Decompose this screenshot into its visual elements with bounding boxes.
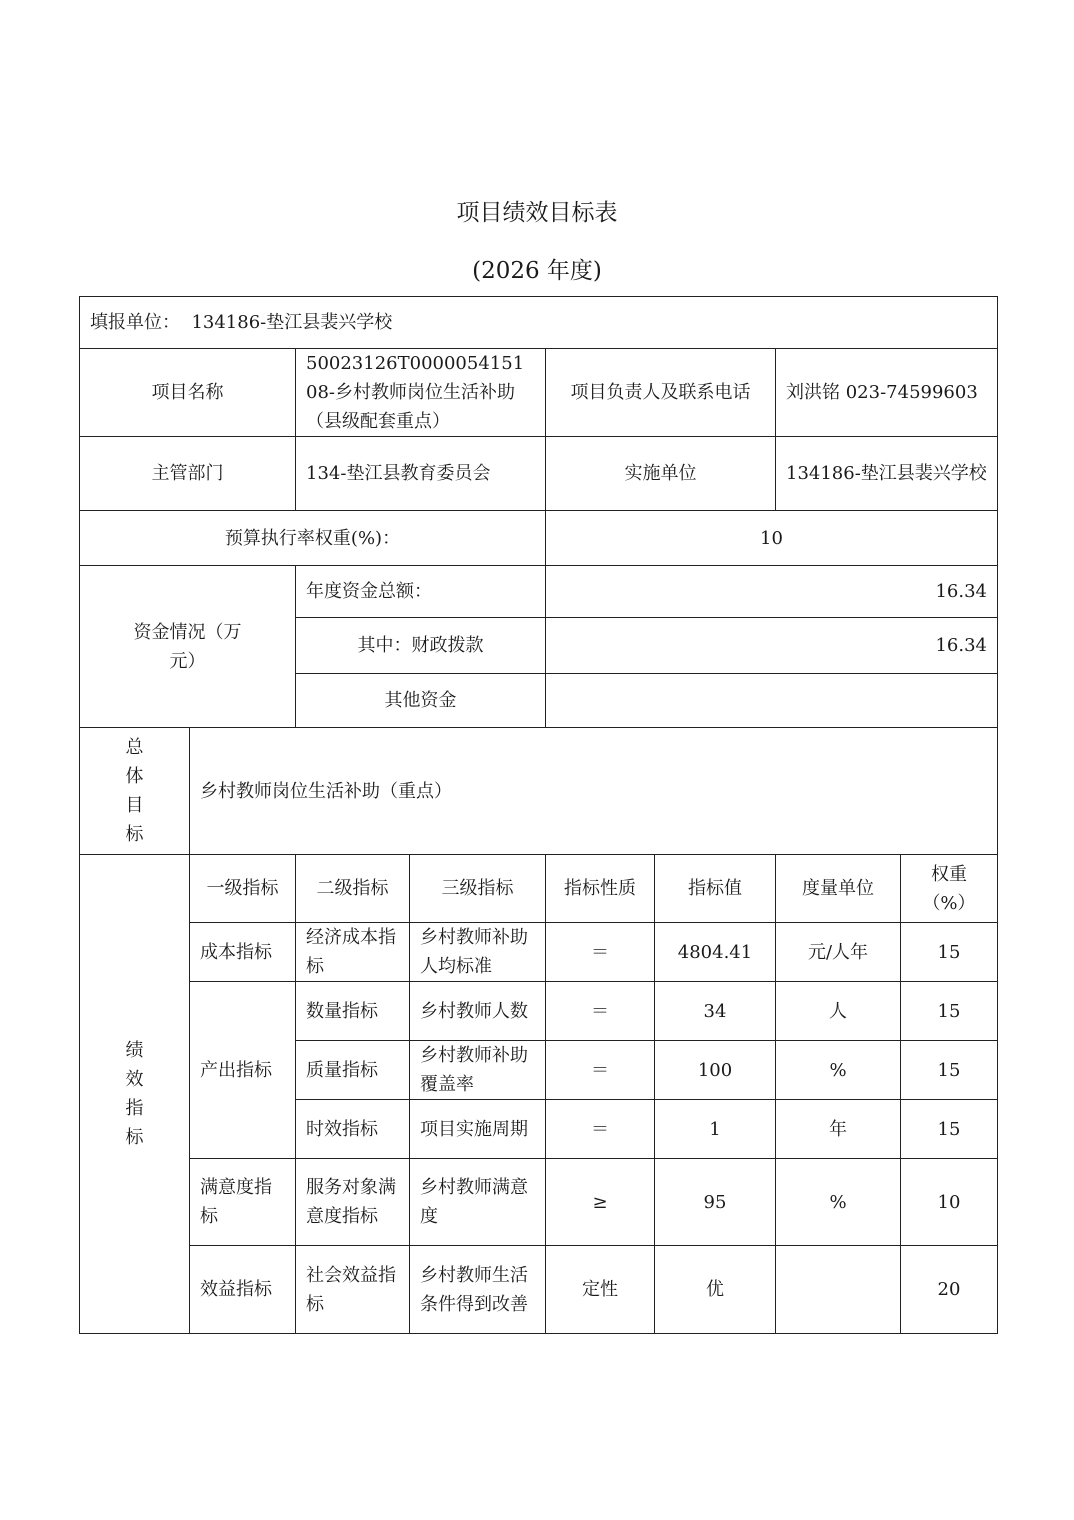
perf-indicator-label-text: 绩效指标 <box>125 1040 144 1148</box>
level2-cell: 服务对象满意度指标 <box>296 1159 410 1246</box>
value-cell: 95 <box>655 1159 776 1246</box>
nature-cell: ＝ <box>546 1100 655 1159</box>
table-row <box>80 1159 998 1246</box>
perf-indicator-label <box>80 855 190 1334</box>
budget-weight-value: 10 <box>546 511 998 566</box>
weight-cell: 15 <box>901 982 998 1041</box>
funds-other-label: 其他资金 <box>296 674 546 728</box>
level1-cell: 效益指标 <box>190 1246 296 1334</box>
reporting-unit-label: 填报单位： <box>90 312 180 333</box>
nature-cell: ≥ <box>546 1159 655 1246</box>
level2-cell: 质量指标 <box>296 1041 410 1100</box>
contact-value: 刘洪铭 023-74599603 <box>776 349 998 437</box>
value-cell: 优 <box>655 1246 776 1334</box>
weight-cell: 15 <box>901 1041 998 1100</box>
level1-cell: 满意度指标 <box>190 1159 296 1246</box>
level3-cell: 乡村教师补助覆盖率 <box>410 1041 546 1100</box>
impl-unit-value: 134186-垫江县裴兴学校 <box>776 437 998 511</box>
table-row <box>80 1246 998 1334</box>
table-row <box>80 982 998 1041</box>
header-weight: 权重（%） <box>901 855 998 923</box>
reporting-unit-value: 134186-垫江县裴兴学校 <box>191 312 393 333</box>
reporting-unit-cell <box>80 297 998 349</box>
level3-cell: 项目实施周期 <box>410 1100 546 1159</box>
project-name-value: 50023126T000005415108-乡村教师岗位生活补助（县级配套重点） <box>296 349 546 437</box>
dept-value: 134-垫江县教育委员会 <box>296 437 546 511</box>
nature-cell: ＝ <box>546 1041 655 1100</box>
weight-cell: 20 <box>901 1246 998 1334</box>
header-unit: 度量单位 <box>776 855 901 923</box>
weight-cell: 15 <box>901 1100 998 1159</box>
level3-cell: 乡村教师补助人均标准 <box>410 923 546 982</box>
funds-other-value <box>546 674 998 728</box>
header-value: 指标值 <box>655 855 776 923</box>
level3-cell: 乡村教师生活条件得到改善 <box>410 1246 546 1334</box>
nature-cell: ＝ <box>546 923 655 982</box>
unit-cell: 人 <box>776 982 901 1041</box>
value-cell: 100 <box>655 1041 776 1100</box>
level2-cell: 数量指标 <box>296 982 410 1041</box>
performance-goal-table <box>79 296 998 1334</box>
level2-cell: 社会效益指标 <box>296 1246 410 1334</box>
contact-label: 项目负责人及联系电话 <box>546 349 776 437</box>
nature-cell: ＝ <box>546 982 655 1041</box>
header-level1: 一级指标 <box>190 855 296 923</box>
unit-cell <box>776 1246 901 1334</box>
unit-cell: 元/人年 <box>776 923 901 982</box>
weight-cell: 15 <box>901 923 998 982</box>
table-row <box>80 923 998 982</box>
funds-label-text: 资金情况（万元） <box>133 621 242 672</box>
funds-total-value: 16.34 <box>546 566 998 618</box>
value-cell: 34 <box>655 982 776 1041</box>
unit-cell: % <box>776 1041 901 1100</box>
funds-label <box>80 566 296 728</box>
nature-cell: 定性 <box>546 1246 655 1334</box>
level2-cell: 经济成本指标 <box>296 923 410 982</box>
header-level3: 三级指标 <box>410 855 546 923</box>
overall-goal-value: 乡村教师岗位生活补助（重点） <box>190 728 998 855</box>
page-subtitle: (2026 年度) <box>472 258 602 284</box>
overall-goal-label <box>80 728 190 855</box>
level3-cell: 乡村教师人数 <box>410 982 546 1041</box>
funds-fiscal-value: 16.34 <box>546 618 998 674</box>
page-title: 项目绩效目标表 <box>456 200 618 226</box>
project-name-label: 项目名称 <box>80 349 296 437</box>
impl-unit-label: 实施单位 <box>546 437 776 511</box>
value-cell: 1 <box>655 1100 776 1159</box>
unit-cell: 年 <box>776 1100 901 1159</box>
level1-cell: 产出指标 <box>190 982 296 1159</box>
value-cell: 4804.41 <box>655 923 776 982</box>
unit-cell: % <box>776 1159 901 1246</box>
level1-cell: 成本指标 <box>190 923 296 982</box>
funds-fiscal-label: 其中：财政拨款 <box>296 618 546 674</box>
header-nature: 指标性质 <box>546 855 655 923</box>
level2-cell: 时效指标 <box>296 1100 410 1159</box>
overall-goal-label-text: 总体目标 <box>125 737 144 845</box>
budget-weight-label: 预算执行率权重(%)： <box>80 511 546 566</box>
header-level2: 二级指标 <box>296 855 410 923</box>
level3-cell: 乡村教师满意度 <box>410 1159 546 1246</box>
dept-label: 主管部门 <box>80 437 296 511</box>
funds-total-label: 年度资金总额： <box>296 566 546 618</box>
weight-cell: 10 <box>901 1159 998 1246</box>
